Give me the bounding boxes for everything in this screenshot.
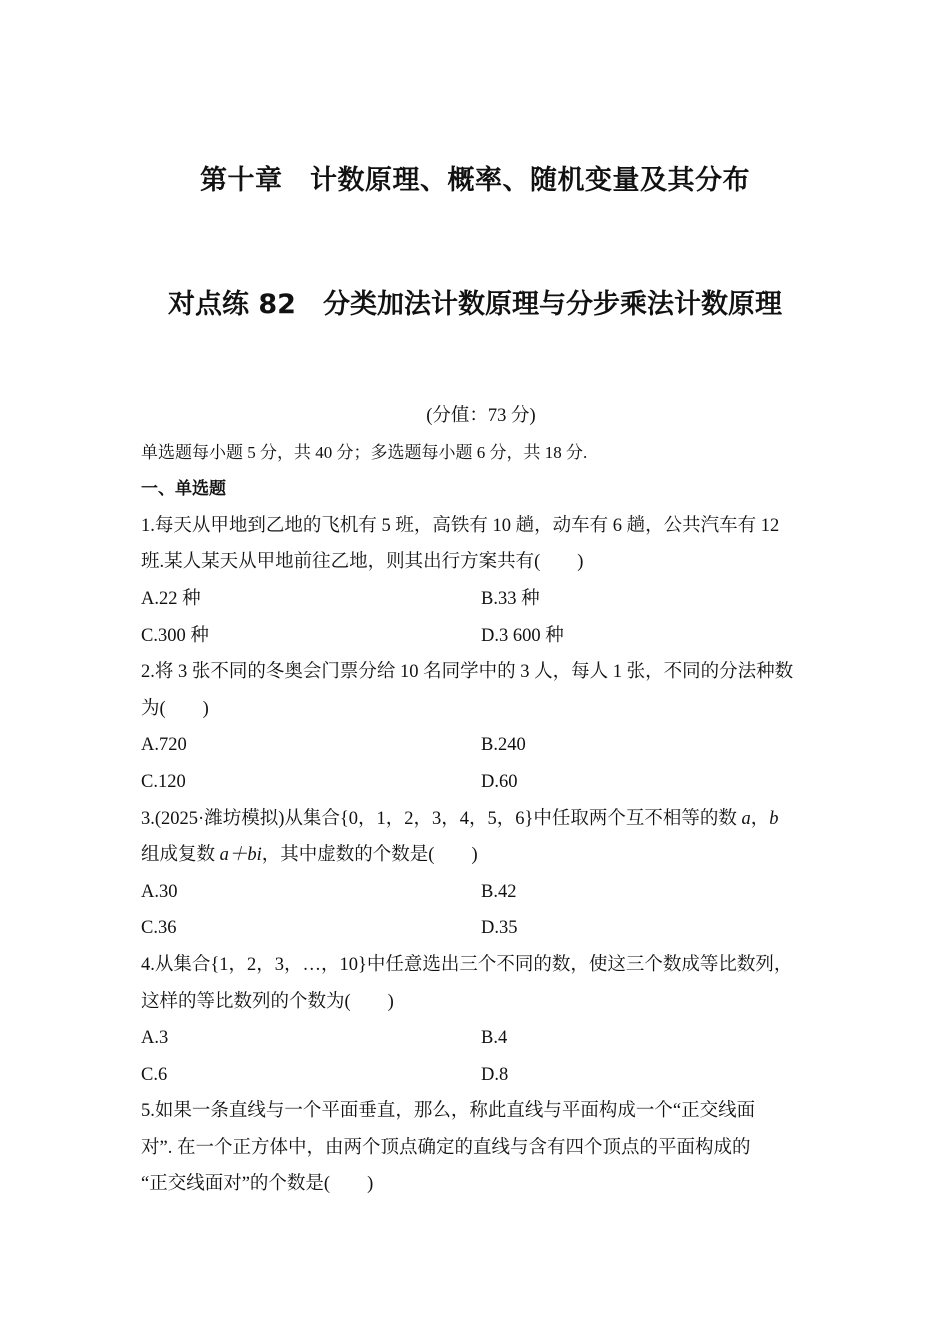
question-3-text-3: ，其中虚数的个数是( ) bbox=[261, 845, 478, 866]
separator: ， bbox=[750, 808, 770, 829]
question-3-line-1 bbox=[141, 801, 821, 838]
question-5 bbox=[141, 1093, 821, 1203]
option-a: A.3 bbox=[141, 1028, 169, 1049]
question-3 bbox=[141, 801, 821, 947]
question-1-line-2: 班.某人某天从甲地前往乙地，则其出行方案共有( ) bbox=[141, 552, 584, 573]
question-5-line-3: “正交线面对”的个数是( ) bbox=[141, 1174, 374, 1195]
option-b: B.42 bbox=[481, 881, 517, 902]
question-2-line-2: 为( ) bbox=[141, 698, 209, 719]
question-3-line-2 bbox=[141, 837, 821, 874]
question-2-options-row-1 bbox=[141, 727, 821, 764]
question-3-options-row-1 bbox=[141, 874, 821, 911]
question-1-line-1: 1.每天从甲地到乙地的飞机有 5 班，高铁有 10 趟，动车有 6 趟，公共汽车有 12 bbox=[141, 515, 780, 536]
question-3-text: 3.(2025·潍坊模拟)从集合{0，1，2，3，4，5，6}中任取两个互不相等的数 bbox=[141, 808, 742, 829]
option-d: D.60 bbox=[481, 771, 518, 792]
question-2-options-row-2 bbox=[141, 764, 821, 801]
option-a: A.720 bbox=[141, 735, 187, 756]
question-5-line-2: 对”. 在一个正方体中，由两个顶点确定的直线与含有四个顶点的平面构成的 bbox=[141, 1137, 751, 1158]
option-a: A.22 种 bbox=[141, 588, 201, 609]
question-4-line-1: 4.从集合{1，2，3，…，10}中任意选出三个不同的数，使这三个数成等比数列， bbox=[141, 954, 793, 975]
question-1-options-row-1 bbox=[141, 581, 821, 618]
score-note: (分值：73 分) bbox=[426, 406, 536, 426]
question-3-options-row-2 bbox=[141, 910, 821, 947]
question-3-text-2: 组成复数 bbox=[141, 845, 220, 866]
section-heading: 一、单选题 bbox=[141, 479, 226, 500]
question-4 bbox=[141, 947, 821, 1093]
chapter-title: 第十章 计数原理、概率、随机变量及其分布 bbox=[200, 165, 750, 196]
option-d: D.3 600 种 bbox=[481, 625, 564, 646]
question-1 bbox=[141, 508, 821, 654]
question-4-line-2: 这样的等比数列的个数为( ) bbox=[141, 991, 394, 1012]
question-5-line-1: 5.如果一条直线与一个平面垂直，那么，称此直线与平面构成一个“正交线面 bbox=[141, 1101, 756, 1122]
option-d: D.8 bbox=[481, 1064, 509, 1085]
variable-a: a bbox=[741, 808, 751, 829]
variable-b: b bbox=[769, 808, 779, 829]
question-1-options-row-2 bbox=[141, 618, 821, 655]
question-4-options-row-2 bbox=[141, 1057, 821, 1094]
option-b: B.240 bbox=[481, 735, 526, 756]
question-4-options-row-1 bbox=[141, 1020, 821, 1057]
option-b: B.33 种 bbox=[481, 588, 540, 609]
complex-expression: a＋bi bbox=[219, 845, 262, 866]
option-c: C.6 bbox=[141, 1064, 168, 1085]
option-c: C.300 种 bbox=[141, 625, 209, 646]
exercise-body bbox=[141, 398, 821, 1203]
question-2-line-1: 2.将 3 张不同的冬奥会门票分给 10 名同学中的 3 人，每人 1 张，不同的分法种数 bbox=[141, 662, 794, 683]
option-d: D.35 bbox=[481, 918, 518, 939]
instructions: 单选题每小题 5 分，共 40 分；多选题每小题 6 分，共 18 分. bbox=[141, 442, 588, 462]
lesson-title: 对点练 82 分类加法计数原理与分步乘法计数原理 bbox=[168, 289, 782, 320]
option-a: A.30 bbox=[141, 881, 178, 902]
option-c: C.36 bbox=[141, 918, 177, 939]
option-c: C.120 bbox=[141, 771, 186, 792]
question-2 bbox=[141, 654, 821, 800]
option-b: B.4 bbox=[481, 1028, 508, 1049]
